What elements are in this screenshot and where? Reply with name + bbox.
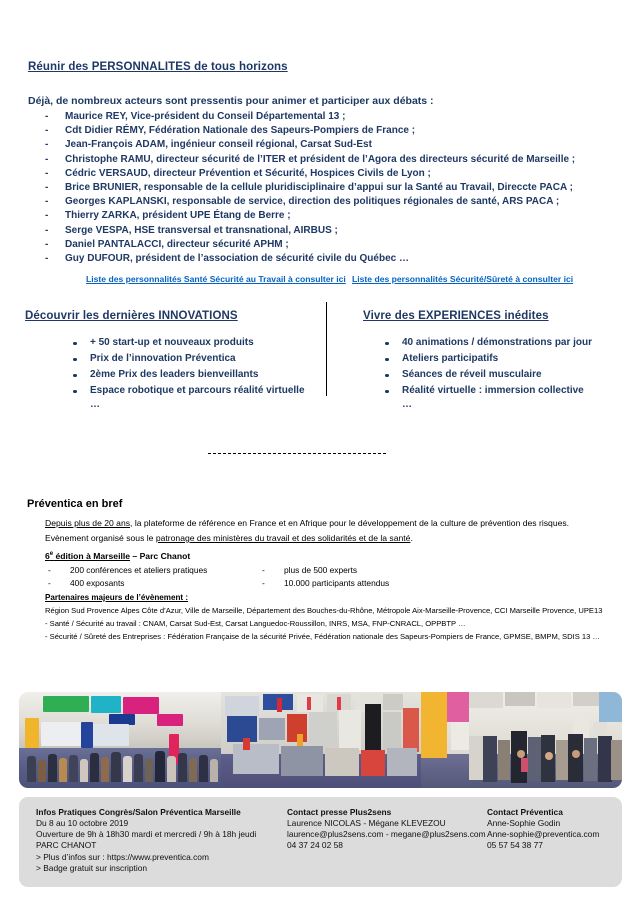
experiences-heading: Vivre des EXPERIENCES inédites [363,310,549,322]
edition-venue: – Parc Chanot [130,551,191,561]
list-item-label: Thierry ZARKA, président UPE Étang de Berre ; [65,210,291,222]
list-item [385,353,641,369]
dash-marker: - [45,181,49,193]
list-ellipsis [73,401,373,415]
dash-marker: - [45,125,49,137]
list-item-label: Ateliers participatifs [402,353,499,364]
dash-marker: - [45,196,49,208]
bref-line-2-suffix: . [410,533,413,543]
dash-marker: - [262,565,265,575]
stat-label: 200 conférences et ateliers pratiques [70,565,208,575]
dash-marker: - [262,578,265,588]
list-item [45,253,635,267]
list-item [45,168,635,182]
preventica-contact-email[interactable]: Anne-sophie@preventica.com [487,829,600,839]
dash-marker: - [45,153,49,165]
list-item [385,385,641,401]
dashed-separator [208,453,386,454]
partners-item: - Sécurité / Sûreté des Entreprises : Fédération Française de la sécurité Privée, Fédération nationale des Sapeurs-Pompiers de France, GPMSE, BMPM, SDIS 13 … [45,632,601,641]
edition-superscript: e [49,551,54,558]
partners-item: - Santé / Sécurité au travail : CNAM, Carsat Sud-Est, Carsat Languedoc-Roussillon, INRS, MSA, FNP-CNRACL, OPPBTP … [45,619,466,628]
practical-info-badge: > Badge gratuit sur inscription [36,863,148,873]
list-item-label: Daniel PANTALACCI, directeur sécurité APHM ; [65,238,289,250]
bref-line-1-underlined: Depuis plus de 20 ans [45,518,131,528]
list-item-label: Guy DUFOUR, président de l’association de sécurité civile du Québec … [65,252,409,264]
personalities-heading: Réunir des PERSONNALITES de tous horizons [28,61,288,73]
list-item-label: Brice BRUNIER, responsable de la cellule pluridisciplinaire d’appui sur la Santé au Travail, Direccte PACA ; [65,181,573,193]
bref-edition-line [45,551,190,561]
bullet-icon [385,390,389,394]
bref-line-1-rest: , la plateforme de référence en France et en Afrique pour le développement de la culture de prévention des risques. [130,518,570,528]
bref-line-2-prefix: Evènement organisé sous le [45,533,156,543]
list-item-label: Réalité virtuelle : immersion collective [402,385,584,396]
list-item [45,182,635,196]
edition-label: édition à Marseille [53,551,131,561]
link-personalities-sante-securite[interactable]: Liste des personnalités Santé Sécurité au Travail à consulter ici [86,274,346,284]
partners-heading: Partenaires majeurs de l’évènement : [45,593,189,602]
list-item [45,111,635,125]
innovations-list [73,337,373,415]
list-ellipsis-label: … [402,399,412,410]
stat-label: 400 exposants [70,578,125,588]
bullet-icon [385,358,389,362]
photo-visitors-aisle [421,692,622,788]
dash-marker: - [48,565,51,575]
dash-marker: - [48,578,51,588]
list-item [73,385,373,401]
dash-marker: - [45,238,49,250]
stat-label: plus de 500 experts [284,565,358,575]
press-contact-emails[interactable]: laurence@plus2sens.com - megane@plus2sens.com [287,829,486,839]
preventica-contact-phone: 05 57 54 38 77 [487,840,543,850]
list-item [45,225,635,239]
bullet-icon [385,374,389,378]
list-item-label: Serge VESPA, HSE transversal et transnational, AIRBUS ; [65,224,338,236]
list-item [385,337,641,353]
bullet-icon [73,358,77,362]
practical-info-line: Du 8 au 10 octobre 2019 [36,818,129,828]
stat-label: 10.000 participants attendus [284,578,390,588]
list-item-label: Cédric VERSAUD, directeur Prévention et Sécurité, Hospices Civils de Lyon ; [65,167,431,179]
list-item [45,154,635,168]
personalities-intro: Déjà, de nombreux acteurs sont pressentis pour animer et participer aux débats : [28,95,434,107]
photo-trade-show-stands [221,692,421,788]
dash-marker: - [45,210,49,222]
link-personalities-securite-surete[interactable]: Liste des personnalités Sécurité/Sûreté à consulter ici [352,274,574,284]
bullet-icon [73,374,77,378]
practical-info-heading: Infos Pratiques Congrès/Salon Préventica Marseille [36,807,241,817]
list-item-label: Espace robotique et parcours réalité virtuelle [90,385,305,396]
innovations-heading: Découvrir les dernières INNOVATIONS [25,310,238,322]
list-item [73,353,373,369]
list-ellipsis [385,401,641,415]
preventica-contact-heading: Contact Préventica [487,807,563,817]
practical-info-website[interactable]: > Plus d’infos sur : https://www.preventica.com [36,852,209,862]
edition-number: 6 [45,551,50,561]
bullet-icon [73,390,77,394]
list-item-label: 40 animations / démonstrations par jour [402,337,593,348]
dash-marker: - [45,252,49,264]
bref-line-1 [45,518,569,528]
photo-exhibition-hall [19,692,221,788]
bref-line-2 [45,533,413,543]
practical-info-line: Ouverture de 9h à 18h30 mardi et mercredi / 9h à 18h jeudi [36,829,257,839]
list-item-label: Georges KAPLANSKI, responsable de service, direction des politiques régionales de santé, ARS PACA ; [65,196,560,208]
list-item [73,369,373,385]
preventica-contact-name: Anne-Sophie Godin [487,818,561,828]
bref-title: Préventica en bref [27,498,123,510]
bullet-icon [385,342,389,346]
personalities-list [45,111,635,267]
list-item-label: + 50 start-up et nouveaux produits [90,337,254,348]
dash-marker: - [45,224,49,236]
dash-marker: - [45,111,49,122]
list-item [73,337,373,353]
list-item [45,239,635,253]
list-item-label: Séances de réveil musculaire [402,369,542,380]
bref-line-2-underlined: patronage des ministères du travail et des solidarités et de la santé [155,533,411,543]
column-divider [326,302,327,396]
dash-marker: - [45,139,49,151]
press-contact-heading: Contact presse Plus2sens [287,807,392,817]
photo-strip [19,692,622,788]
list-item [45,139,635,153]
experiences-list [385,337,641,415]
list-ellipsis-label: … [90,399,100,410]
list-item-label: Cdt Didier RÉMY, Fédération Nationale des Sapeurs-Pompiers de France ; [65,125,416,137]
list-item-label: Christophe RAMU, directeur sécurité de l’ITER et président de l’Agora des directeurs sécurité de Marseille ; [65,153,576,165]
press-contact-phone: 04 37 24 02 58 [287,840,343,850]
press-contact-names: Laurence NICOLAS - Mégane KLEVEZOU [287,818,446,828]
list-item [45,196,635,210]
list-item-label: Jean-François ADAM, ingénieur conseil régional, Carsat Sud-Est [65,139,372,151]
practical-info-line: PARC CHANOT [36,840,97,850]
partners-main-line: Région Sud Provence Alpes Côte d’Azur, Ville de Marseille, Département des Bouches-du-Rhône, Métropole Aix-Marseille-Provence, CCI Marseille Provence, UPE13 [45,606,603,615]
list-item-label: Prix de l’innovation Préventica [90,353,236,364]
dash-marker: - [45,167,49,179]
bullet-icon [73,342,77,346]
list-item-label: 2ème Prix des leaders bienveillants [90,369,259,380]
footer-info-box [19,797,622,887]
list-item-label: Maurice REY, Vice-président du Conseil Départemental 13 ; [65,111,346,122]
list-item [45,210,635,224]
list-item [45,125,635,139]
list-item [385,369,641,385]
